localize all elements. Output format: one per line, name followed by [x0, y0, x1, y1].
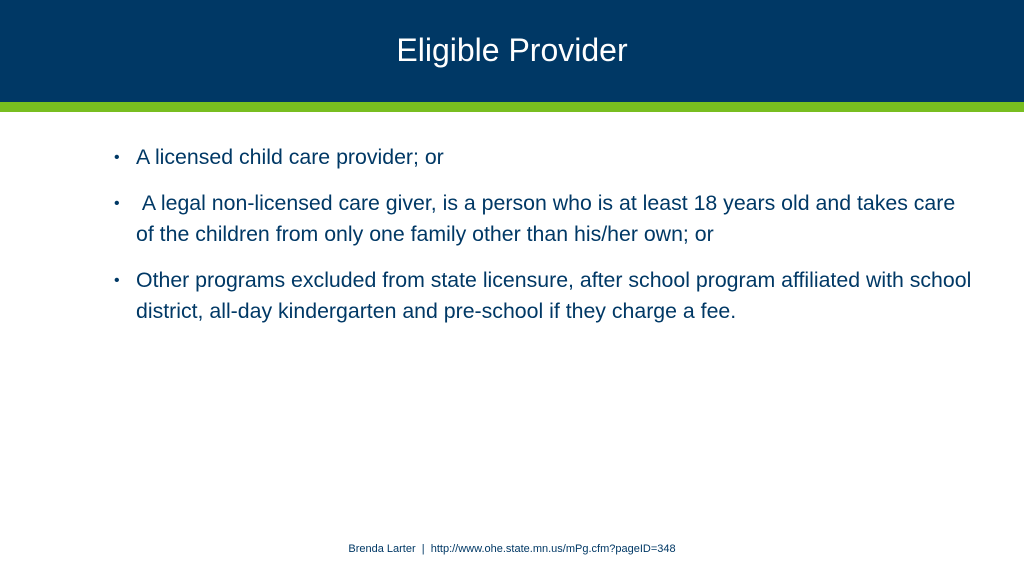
- bullet-item: [114, 142, 974, 173]
- slide-header: [0, 0, 1024, 102]
- bullet-dot-icon: •: [114, 149, 120, 166]
- bullet-item: [114, 188, 974, 250]
- accent-bar: [0, 102, 1024, 112]
- slide-footer: Brenda Larter | http://www.ohe.state.mn.us/mPg.cfm?pageID=348: [348, 543, 676, 555]
- bullet-dot-icon: •: [114, 272, 120, 289]
- bullet-item: [114, 265, 974, 327]
- bullet-text: Other programs excluded from state licensure, after school program affiliated with school district, all-day kindergarten and pre-school if they charge a fee.: [136, 268, 972, 323]
- bullet-list: [114, 142, 974, 342]
- bullet-text: A legal non-licensed care giver, is a person who is at least 18 years old and takes care of the children from only one family other than his/her own; or: [136, 191, 962, 246]
- bullet-text: A licensed child care provider; or: [136, 145, 444, 169]
- slide-title: Eligible Provider: [396, 32, 628, 68]
- bullet-dot-icon: •: [114, 195, 120, 212]
